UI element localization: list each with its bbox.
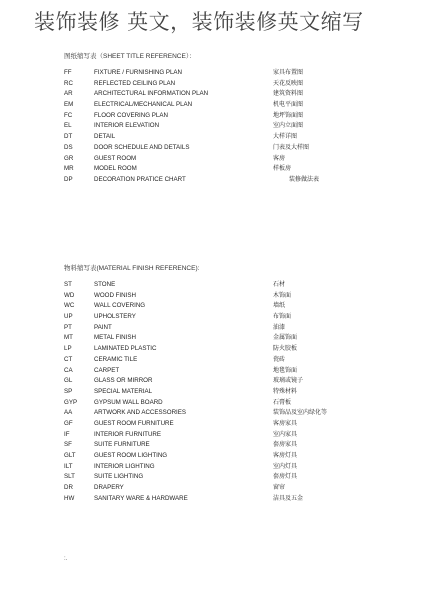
- english-term: ELECTRICAL/MECHANICAL PLAN: [94, 101, 193, 109]
- list-item: [64, 440, 364, 451]
- chinese-term: 装修做法表: [289, 175, 320, 183]
- english-term: GUEST ROOM: [94, 154, 137, 162]
- chinese-term: 大样详图: [273, 133, 298, 141]
- chinese-term: 地毯饰面: [273, 366, 298, 374]
- list-item: [64, 68, 364, 79]
- abbreviation-code: DT: [64, 133, 73, 141]
- list-item: [64, 419, 364, 430]
- chinese-term: 机电平面图: [273, 101, 304, 109]
- chinese-term: 石材: [273, 281, 286, 288]
- english-term: SUITE FURNITURE: [94, 441, 150, 449]
- english-term: SANITARY WARE & HARDWARE: [94, 494, 188, 502]
- chinese-term: 金属饰面: [273, 334, 298, 342]
- chinese-term: 特殊材料: [273, 387, 298, 395]
- list-item: [64, 323, 364, 334]
- list-item: [64, 164, 364, 175]
- list-item: [64, 121, 364, 132]
- chinese-term: 瓷砖: [273, 355, 286, 363]
- list-item: [64, 175, 364, 186]
- english-term: ARCHITECTURAL INFORMATION PLAN: [94, 90, 209, 98]
- chinese-term: 套房灯具: [273, 473, 298, 481]
- abbreviation-code: EL: [64, 122, 72, 130]
- list-item: [64, 344, 364, 355]
- sheet-reference-list: [64, 68, 364, 186]
- english-term: DOOR SCHEDULE AND DETAILS: [94, 143, 190, 151]
- list-item: [64, 100, 364, 111]
- chinese-term: 室内家具: [273, 430, 298, 438]
- english-term: FLOOR COVERING PLAN: [94, 111, 168, 119]
- abbreviation-code: AR: [64, 90, 73, 98]
- list-item: [64, 408, 364, 419]
- abbreviation-code: WD: [64, 291, 75, 299]
- abbreviation-code: IF: [64, 430, 70, 438]
- sheet-reference-heading: 图纸缩写表（SHEET TITLE REFERENCE）：: [64, 53, 196, 60]
- abbreviation-code: ST: [64, 281, 72, 288]
- material-reference-list: [64, 280, 364, 504]
- english-term: LAMINATED PLASTIC: [94, 345, 157, 353]
- list-item: [64, 376, 364, 387]
- list-item: [64, 430, 364, 441]
- chinese-term: 样板房: [273, 165, 292, 173]
- list-item: [64, 387, 364, 398]
- english-term: GUEST ROOM FURNITURE: [94, 419, 174, 427]
- list-item: [64, 89, 364, 100]
- chinese-term: 地坪饰面图: [273, 111, 304, 119]
- english-term: MODEL ROOM: [94, 165, 137, 173]
- list-item: [64, 398, 364, 409]
- abbreviation-code: FC: [64, 111, 73, 119]
- chinese-term: 天花反映图: [273, 79, 304, 87]
- abbreviation-code: EM: [64, 101, 74, 109]
- chinese-term: 室内灯具: [273, 462, 298, 470]
- abbreviation-code: CA: [64, 366, 73, 374]
- abbreviation-code: CT: [64, 355, 73, 363]
- chinese-term: 装饰品及室内绿化等: [273, 409, 328, 417]
- chinese-term: 室内立面图: [273, 122, 304, 130]
- list-item: [64, 143, 364, 154]
- english-term: PAINT: [94, 323, 112, 331]
- list-item: [64, 312, 364, 323]
- chinese-term: 玻璃或镜子: [273, 377, 304, 385]
- abbreviation-code: GL: [64, 377, 73, 385]
- list-item: [64, 154, 364, 165]
- english-term: ARTWORK AND ACCESSORIES: [94, 409, 187, 417]
- chinese-term: 墙纸: [273, 302, 286, 310]
- abbreviation-code: PT: [64, 323, 72, 331]
- abbreviation-code: MR: [64, 165, 74, 173]
- chinese-term: 客房: [273, 154, 286, 162]
- chinese-term: 窗帘: [273, 484, 286, 492]
- abbreviation-code: HW: [64, 494, 75, 502]
- list-item: [64, 132, 364, 143]
- list-item: [64, 291, 364, 302]
- abbreviation-code: DP: [64, 175, 73, 183]
- abbreviation-code: FF: [64, 69, 72, 76]
- list-item: [64, 79, 364, 90]
- abbreviation-code: SP: [64, 387, 73, 395]
- abbreviation-code: GYP: [64, 398, 78, 406]
- chinese-term: 洁具及五金: [273, 494, 304, 502]
- abbreviation-code: AA: [64, 409, 73, 417]
- english-term: GUEST ROOM LIGHTING: [94, 452, 168, 459]
- english-term: WALL COVERING: [94, 302, 146, 310]
- list-item: [64, 366, 364, 377]
- abbreviation-code: MT: [64, 334, 73, 342]
- english-term: CERAMIC TILE: [94, 355, 138, 363]
- chinese-term: 油漆: [273, 323, 286, 331]
- list-item: [64, 111, 364, 122]
- material-reference-heading: 物料缩写表(MATERIAL FINISH REFERENCE):: [64, 265, 200, 272]
- english-term: INTERIOR ELEVATION: [94, 122, 160, 130]
- english-term: REFLECTED CEILING PLAN: [94, 79, 176, 87]
- abbreviation-code: SLT: [64, 473, 75, 481]
- chinese-term: 木饰面: [273, 291, 292, 299]
- english-term: DECORATION PRATICE CHART: [94, 175, 186, 183]
- chinese-term: 家具布置图: [273, 69, 304, 76]
- english-term: UPHOLSTERY: [94, 313, 136, 321]
- footer-mark: :.: [64, 556, 68, 562]
- abbreviation-code: ILT: [64, 462, 73, 470]
- chinese-term: 客房灯具: [273, 452, 298, 459]
- chinese-term: 套房家具: [273, 441, 298, 449]
- list-item: [64, 462, 364, 473]
- english-term: STONE: [94, 281, 116, 288]
- english-term: FIXTURE / FURNISHING PLAN: [94, 69, 183, 76]
- english-term: WOOD FINISH: [94, 291, 136, 299]
- material-finish-reference-section: [64, 263, 364, 504]
- abbreviation-code: SF: [64, 441, 72, 449]
- abbreviation-code: GR: [64, 154, 74, 162]
- list-item: [64, 472, 364, 483]
- sheet-title-reference-section: [64, 51, 364, 186]
- chinese-term: 建筑资料图: [273, 90, 304, 98]
- chinese-term: 门表及大样图: [273, 143, 310, 151]
- list-item: [64, 494, 364, 505]
- abbreviation-code: WC: [64, 302, 75, 310]
- chinese-term: 石膏板: [273, 398, 292, 406]
- english-term: INTERIOR FURNITURE: [94, 430, 162, 438]
- english-term: SPECIAL MATERIAL: [94, 387, 153, 395]
- list-item: [64, 333, 364, 344]
- english-term: CARPET: [94, 366, 120, 374]
- list-item: [64, 451, 364, 462]
- english-term: METAL FINISH: [94, 334, 136, 342]
- abbreviation-code: UP: [64, 313, 73, 321]
- english-term: DETAIL: [94, 133, 116, 141]
- english-term: GYPSUM WALL BOARD: [94, 398, 163, 406]
- english-term: DRAPERY: [94, 484, 124, 492]
- abbreviation-code: DS: [64, 143, 73, 151]
- chinese-term: 布饰面: [273, 313, 292, 321]
- page-title: 装饰装修 英文，装饰装修英文缩写: [34, 10, 364, 34]
- english-term: GLASS OR MIRROR: [94, 377, 153, 385]
- abbreviation-code: GF: [64, 419, 73, 427]
- abbreviation-code: LP: [64, 345, 72, 353]
- chinese-term: 客房家具: [273, 419, 298, 427]
- english-term: SUITE LIGHTING: [94, 473, 144, 481]
- list-item: [64, 355, 364, 366]
- abbreviation-code: RC: [64, 79, 73, 87]
- list-item: [64, 301, 364, 312]
- chinese-term: 防火胶板: [273, 345, 298, 353]
- list-item: [64, 483, 364, 494]
- list-item: [64, 280, 364, 291]
- abbreviation-code: GLT: [64, 452, 76, 459]
- english-term: INTERIOR LIGHTING: [94, 462, 155, 470]
- abbreviation-code: DR: [64, 484, 73, 492]
